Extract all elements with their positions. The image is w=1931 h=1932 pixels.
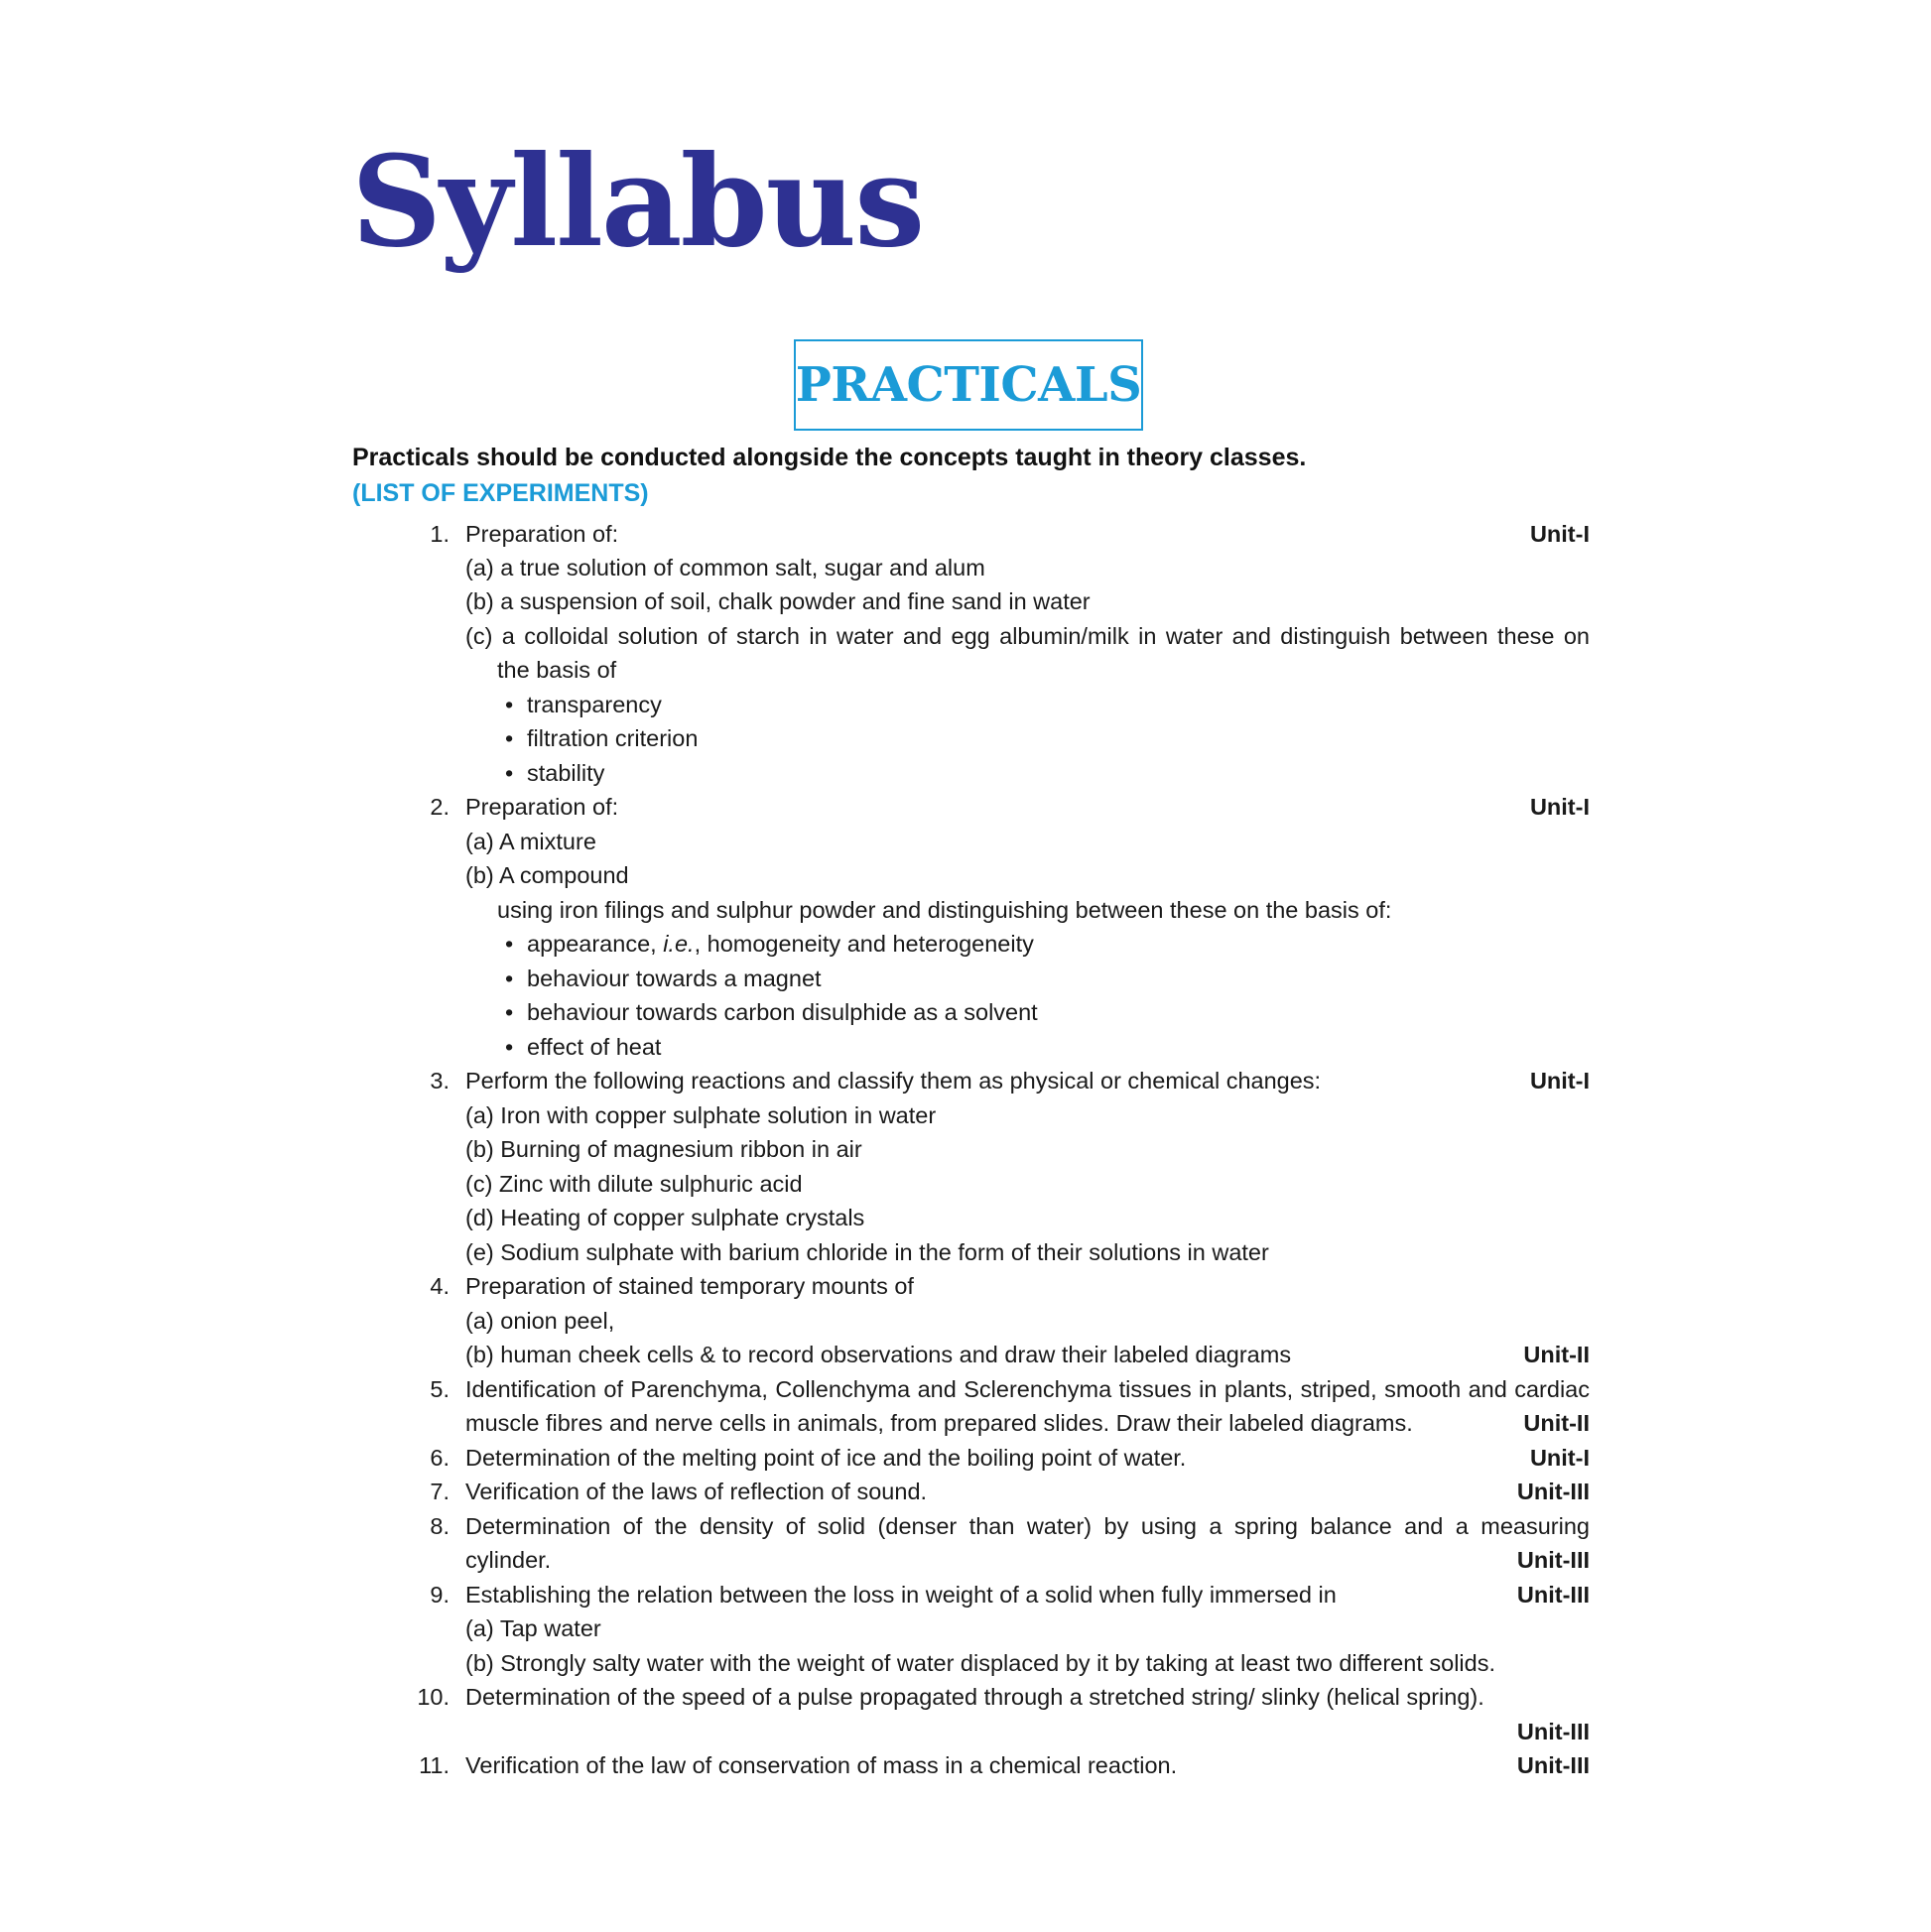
item-text: Preparation of: — [465, 794, 619, 820]
item-number: 6. — [430, 1445, 450, 1471]
list-item — [0, 518, 1931, 550]
unit-label: Unit-III — [1516, 1582, 1590, 1608]
bullet-item: • appearance, i.e., homogeneity and heterogeneity — [0, 928, 1931, 960]
list-item — [0, 1065, 1931, 1096]
unit-line — [0, 1716, 1931, 1747]
item-text: Verification of the law of conservation of mass in a chemical reaction. — [465, 1752, 1178, 1778]
item-number: 11. — [419, 1752, 450, 1778]
item-text: Identification of Parenchyma, Collenchyma and Sclerenchyma tissues in plants, striped, smooth and cardiac — [465, 1376, 1590, 1402]
unit-label: Unit-III — [1516, 1547, 1590, 1573]
sub-item: (b) a suspension of soil, chalk powder and fine sand in water — [465, 588, 1091, 614]
unit-label: Unit-II — [1523, 1410, 1590, 1436]
page-title: Syllabus — [351, 128, 924, 275]
sub-item: (b) human cheek cells & to record observations and draw their labeled diagrams Unit-II — [0, 1339, 1931, 1370]
bullet-icon: • — [505, 931, 514, 957]
sub-item: (a) Iron with copper sulphate solution in water — [465, 1102, 937, 1128]
section-heading-box — [794, 339, 1143, 431]
unit-label: Unit-I — [1529, 794, 1590, 820]
bullet-item: • transparency — [0, 689, 1931, 720]
bullet-icon: • — [505, 760, 514, 786]
unit-label: Unit-I — [1529, 1068, 1590, 1094]
item-text: Perform the following reactions and classify them as physical or chemical changes: — [465, 1068, 1322, 1094]
sub-item: (a) Tap water — [465, 1615, 601, 1641]
bullet-item: • filtration criterion — [0, 722, 1931, 754]
bullet-icon: • — [505, 692, 514, 717]
sub-item: (b) Strongly salty water with the weight of water displaced by it by taking at least two different solids. — [465, 1650, 1495, 1676]
bullet-icon: • — [505, 725, 514, 751]
item-number: 4. — [430, 1273, 450, 1299]
section-heading: PRACTICALS — [795, 357, 1142, 413]
item-number: 2. — [430, 794, 450, 820]
bullet-icon: • — [505, 1034, 514, 1060]
bullet-item: • stability — [0, 757, 1931, 789]
item-text: Verification of the laws of reflection of sound. — [465, 1479, 928, 1504]
item-number: 1. — [430, 521, 450, 547]
item-text: Determination of the speed of a pulse propagated through a stretched string/ slinky (helical spring). — [465, 1684, 1484, 1710]
list-item — [0, 791, 1931, 823]
intro-text: Practicals should be conducted alongside the concepts taught in theory classes. — [352, 444, 1307, 471]
unit-label: Unit-III — [1516, 1479, 1590, 1504]
item-number: 10. — [417, 1684, 450, 1710]
item-number: 9. — [430, 1582, 450, 1608]
list-item — [0, 1442, 1931, 1474]
list-title: (LIST OF EXPERIMENTS) — [352, 479, 649, 507]
list-item — [0, 1510, 1931, 1542]
sub-item: (e) Sodium sulphate with barium chloride in the form of their solutions in water — [465, 1239, 1269, 1265]
sub-item: (c) Zinc with dilute sulphuric acid — [465, 1171, 803, 1197]
list-item — [0, 1373, 1931, 1405]
list-item — [0, 1579, 1931, 1610]
unit-label: Unit-III — [1516, 1752, 1590, 1778]
item-number: 5. — [430, 1376, 450, 1402]
bullet-item: • behaviour towards carbon disulphide as a solvent — [0, 996, 1931, 1028]
list-item — [0, 1681, 1931, 1713]
item-text: Determination of the density of solid (denser than water) by using a spring balance and a measuring — [465, 1513, 1590, 1539]
item-continuation: cylinder. Unit-III — [0, 1544, 1931, 1576]
sub-item: (d) Heating of copper sulphate crystals — [465, 1205, 865, 1230]
list-item — [0, 1476, 1931, 1507]
item-number: 7. — [430, 1479, 450, 1504]
item-continuation: muscle fibres and nerve cells in animals, from prepared slides. Draw their labeled diagrams. Unit-II — [0, 1407, 1931, 1439]
item-text: Preparation of: — [465, 521, 619, 547]
item-text: Determination of the melting point of ice and the boiling point of water. — [465, 1445, 1187, 1471]
unit-label: Unit-I — [1529, 521, 1590, 547]
unit-label: Unit-III — [1516, 1719, 1590, 1744]
bullet-item: • behaviour towards a magnet — [0, 963, 1931, 994]
sub-item: (a) onion peel, — [465, 1308, 615, 1334]
bullet-icon: • — [505, 999, 514, 1025]
list-item — [0, 1749, 1931, 1781]
bullet-item: • effect of heat — [0, 1031, 1931, 1063]
item-text: Preparation of stained temporary mounts of — [465, 1273, 914, 1299]
sub-item: (a) A mixture — [465, 829, 596, 854]
sub-item: (b) A compound — [465, 862, 629, 888]
list-item — [0, 1270, 1931, 1302]
item-number: 3. — [430, 1068, 450, 1094]
unit-label: Unit-I — [1529, 1445, 1590, 1471]
unit-label: Unit-II — [1523, 1342, 1590, 1367]
bullet-icon: • — [505, 966, 514, 991]
item-number: 8. — [430, 1513, 450, 1539]
sub-item: (b) Burning of magnesium ribbon in air — [465, 1136, 862, 1162]
sub-item: (c) a colloidal solution of starch in water and egg albumin/milk in water and distinguish between these on — [465, 623, 1590, 649]
sub-item: (a) a true solution of common salt, sugar and alum — [465, 555, 985, 580]
item-text: Establishing the relation between the loss in weight of a solid when fully immersed in — [465, 1582, 1337, 1608]
sub-item-continuation: the basis of — [497, 657, 617, 683]
sub-item-continuation: using iron filings and sulphur powder and distinguishing between these on the basis of: — [497, 897, 1392, 923]
